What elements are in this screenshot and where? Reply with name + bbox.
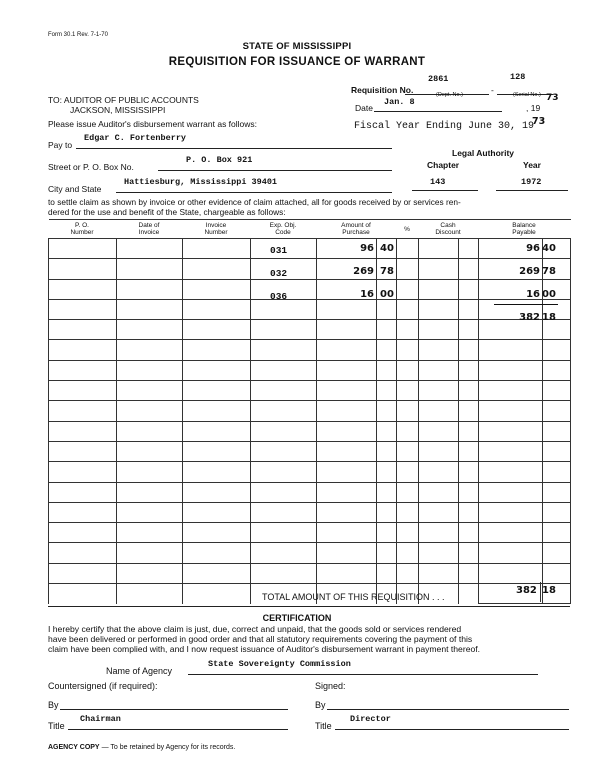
table-cell bbox=[183, 523, 251, 543]
table-cell bbox=[317, 340, 377, 360]
to-line1: TO: AUDITOR OF PUBLIC ACCOUNTS bbox=[48, 95, 199, 105]
table-cell bbox=[459, 340, 479, 360]
table-cell bbox=[317, 401, 377, 421]
table-row bbox=[49, 360, 571, 380]
table-cell bbox=[459, 482, 479, 502]
dash: - bbox=[491, 85, 494, 95]
settle-line2: dered for the use and benefit of the State, chargeable as follows: bbox=[48, 207, 286, 217]
table-cell bbox=[397, 523, 419, 543]
table-cell bbox=[377, 441, 397, 461]
table-cell bbox=[377, 502, 397, 522]
row-balance-cents: 40 bbox=[542, 243, 556, 254]
row-amount-cents: 78 bbox=[380, 266, 394, 277]
table-cell bbox=[543, 340, 571, 360]
table-cell bbox=[377, 340, 397, 360]
table-cell bbox=[377, 381, 397, 401]
table-cell bbox=[183, 299, 251, 319]
fiscal-text: Fiscal Year Ending June 30, 19 bbox=[354, 121, 535, 132]
table-cell bbox=[317, 360, 377, 380]
cert-line3: claim have been complied with, and I now request issuance of Auditor's disbursement warrant in payment thereof. bbox=[48, 644, 481, 654]
date-line bbox=[374, 111, 502, 112]
table-cell bbox=[397, 299, 419, 319]
table-cell bbox=[459, 523, 479, 543]
table-cell bbox=[397, 401, 419, 421]
footer bbox=[48, 744, 235, 751]
table-cell bbox=[317, 482, 377, 502]
table-cell bbox=[397, 563, 419, 583]
table-cell bbox=[317, 543, 377, 563]
table-cell bbox=[397, 340, 419, 360]
date-label: Date bbox=[355, 103, 373, 113]
table-row bbox=[49, 502, 571, 522]
table-cell bbox=[117, 360, 183, 380]
table-cell bbox=[317, 462, 377, 482]
table-cell bbox=[49, 543, 117, 563]
agency-label: Name of Agency bbox=[106, 666, 173, 676]
authority-year-value: 1972 bbox=[521, 177, 542, 187]
table-cell bbox=[117, 279, 183, 299]
table-row bbox=[49, 482, 571, 502]
by-line-left bbox=[60, 709, 288, 710]
title-value-left: Chairman bbox=[80, 714, 121, 724]
serial-caption: (Serial No.) bbox=[513, 92, 541, 98]
table-cell bbox=[251, 502, 317, 522]
table-cell bbox=[419, 543, 459, 563]
table-cell bbox=[543, 543, 571, 563]
table-cell bbox=[49, 401, 117, 421]
table-cell bbox=[419, 523, 459, 543]
table-cell bbox=[397, 462, 419, 482]
dept-number: 2861 bbox=[428, 74, 449, 84]
table-cell bbox=[377, 543, 397, 563]
row-balance-dollars: 269 bbox=[519, 266, 540, 277]
table-cell bbox=[459, 360, 479, 380]
serial-number: 128 bbox=[510, 72, 526, 82]
table-cell bbox=[419, 340, 459, 360]
table-cell bbox=[49, 299, 117, 319]
title-value-right: Director bbox=[350, 714, 391, 724]
footer-bold: AGENCY COPY bbox=[48, 744, 100, 751]
table-cell bbox=[49, 320, 117, 340]
title-label-right: Title bbox=[315, 721, 332, 731]
table-cell bbox=[419, 239, 459, 259]
table-cell bbox=[397, 279, 419, 299]
table-cell bbox=[397, 239, 419, 259]
settle-line1: to settle claim as shown by invoice or other evidence of claim attached, all for goods received by or services ren- bbox=[48, 197, 461, 207]
table-cell bbox=[49, 502, 117, 522]
table-cell bbox=[49, 421, 117, 441]
row-amount-dollars: 16 bbox=[360, 289, 374, 300]
table-cell bbox=[117, 482, 183, 502]
table-cell bbox=[183, 462, 251, 482]
row-amount-dollars: 269 bbox=[353, 266, 374, 277]
table-cell bbox=[419, 421, 459, 441]
table-cell bbox=[183, 279, 251, 299]
table-cell bbox=[419, 259, 459, 279]
table-cell bbox=[183, 401, 251, 421]
table-cell bbox=[479, 441, 543, 461]
table-row bbox=[49, 523, 571, 543]
total-label: TOTAL AMOUNT OF THIS REQUISITION . . . bbox=[262, 592, 445, 602]
table-cell bbox=[543, 462, 571, 482]
table-cell bbox=[479, 523, 543, 543]
row-amount-cents: 00 bbox=[380, 289, 394, 300]
total-cents: 18 bbox=[542, 585, 556, 596]
table-cell bbox=[251, 340, 317, 360]
dept-caption: (Dept. No.) bbox=[436, 92, 463, 98]
table-cell bbox=[419, 320, 459, 340]
table-cell bbox=[117, 543, 183, 563]
table-cell bbox=[49, 441, 117, 461]
chapter-value: 143 bbox=[430, 177, 446, 187]
countersigned-label: Countersigned (if required): bbox=[48, 681, 158, 691]
table-cell bbox=[117, 239, 183, 259]
table-cell bbox=[183, 239, 251, 259]
table-cell bbox=[397, 320, 419, 340]
table-cell bbox=[117, 584, 183, 604]
form-title: REQUISITION FOR ISSUANCE OF WARRANT bbox=[168, 56, 426, 68]
table-cell bbox=[251, 523, 317, 543]
table-cell bbox=[419, 563, 459, 583]
table-cell bbox=[459, 584, 479, 604]
table-cell bbox=[117, 523, 183, 543]
table-cell bbox=[419, 279, 459, 299]
table-cell bbox=[251, 462, 317, 482]
table-cell bbox=[251, 401, 317, 421]
table-cell bbox=[117, 340, 183, 360]
table-cell bbox=[459, 381, 479, 401]
table-row bbox=[49, 462, 571, 482]
table-cell bbox=[397, 360, 419, 380]
table-cell bbox=[49, 462, 117, 482]
table-cell bbox=[459, 502, 479, 522]
table-cell bbox=[117, 441, 183, 461]
table-cell bbox=[117, 563, 183, 583]
table-cell bbox=[543, 502, 571, 522]
table-row bbox=[49, 299, 571, 319]
table-cell bbox=[183, 584, 251, 604]
table-cell bbox=[183, 381, 251, 401]
table-cell bbox=[479, 340, 543, 360]
pay-to-label: Pay to bbox=[48, 140, 73, 150]
table-cell bbox=[543, 441, 571, 461]
table-cell bbox=[479, 462, 543, 482]
claim-table bbox=[48, 219, 571, 604]
row-amount-dollars: 96 bbox=[360, 243, 374, 254]
table-cell bbox=[183, 543, 251, 563]
pay-to-line bbox=[76, 148, 392, 149]
table-cell bbox=[397, 259, 419, 279]
table-cell bbox=[117, 299, 183, 319]
table-cell bbox=[49, 340, 117, 360]
total-cents-divider bbox=[540, 582, 541, 602]
table-cell bbox=[377, 421, 397, 441]
row-balance-cents: 00 bbox=[542, 289, 556, 300]
city-value: Hattiesburg, Mississippi 39401 bbox=[124, 177, 278, 187]
hdr-amount: Amount of Purchase bbox=[341, 222, 371, 236]
table-cell bbox=[397, 502, 419, 522]
table-cell bbox=[377, 360, 397, 380]
table-cell bbox=[377, 401, 397, 421]
row-obj-code: 032 bbox=[270, 268, 288, 279]
table-cell bbox=[543, 563, 571, 583]
hdr-balance: Balance Payable bbox=[512, 222, 536, 236]
subtotal-cents: 18 bbox=[542, 312, 556, 323]
agency-line bbox=[188, 674, 538, 675]
table-cell bbox=[419, 381, 459, 401]
table-cell bbox=[419, 401, 459, 421]
table-cell bbox=[459, 543, 479, 563]
table-cell bbox=[251, 381, 317, 401]
row-obj-code: 031 bbox=[270, 245, 288, 256]
table-cell bbox=[479, 482, 543, 502]
title-label-left: Title bbox=[48, 721, 65, 731]
title-line-left bbox=[68, 729, 288, 730]
authority-year-label: Year bbox=[523, 160, 541, 170]
table-cell bbox=[49, 360, 117, 380]
cert-line2: have been delivered or performed in good order and that all statutory requirements covering the payment of this bbox=[48, 634, 473, 644]
row-obj-code: 036 bbox=[270, 291, 288, 302]
table-cell bbox=[377, 299, 397, 319]
table-cell bbox=[251, 482, 317, 502]
city-label: City and State bbox=[48, 184, 102, 194]
table-row bbox=[49, 401, 571, 421]
hdr-obj-code: Exp. Obj. Code bbox=[269, 222, 297, 236]
state-heading: STATE OF MISSISSIPPI bbox=[242, 41, 352, 52]
table-cell bbox=[459, 299, 479, 319]
table-cell bbox=[49, 279, 117, 299]
cert-heading: CERTIFICATION bbox=[262, 613, 332, 623]
title-line-right bbox=[335, 729, 569, 730]
table-cell bbox=[397, 441, 419, 461]
table-cell bbox=[397, 421, 419, 441]
year-prefix: , 19 bbox=[526, 103, 541, 113]
instruction: Please issue Auditor's disbursement warrant as follows: bbox=[48, 119, 258, 129]
authority-year-line bbox=[496, 190, 568, 191]
table-cell bbox=[49, 381, 117, 401]
fiscal-year: 73 bbox=[532, 116, 546, 127]
table-row bbox=[49, 239, 571, 259]
table-cell bbox=[183, 441, 251, 461]
table-cell bbox=[183, 482, 251, 502]
table-cell bbox=[479, 421, 543, 441]
table-cell bbox=[117, 421, 183, 441]
table-cell bbox=[49, 482, 117, 502]
table-cell bbox=[251, 320, 317, 340]
table-cell bbox=[183, 320, 251, 340]
table-cell bbox=[117, 259, 183, 279]
table-cell bbox=[317, 563, 377, 583]
table-cell bbox=[479, 543, 543, 563]
balance-underline bbox=[494, 304, 558, 305]
table-cell bbox=[49, 523, 117, 543]
to-line2: JACKSON, MISSISSIPPI bbox=[70, 105, 166, 115]
table-cell bbox=[397, 482, 419, 502]
table-row bbox=[49, 381, 571, 401]
row-balance-dollars: 16 bbox=[526, 289, 540, 300]
table-cell bbox=[459, 239, 479, 259]
table-cell bbox=[49, 584, 117, 604]
hdr-pct: % bbox=[404, 226, 410, 233]
table-cell bbox=[479, 563, 543, 583]
table-cell bbox=[419, 299, 459, 319]
table-row bbox=[49, 259, 571, 279]
table-row bbox=[49, 543, 571, 563]
legal-authority-label: Legal Authority bbox=[452, 148, 515, 158]
table-cell bbox=[459, 441, 479, 461]
table-cell bbox=[251, 441, 317, 461]
table-cell bbox=[317, 441, 377, 461]
table-row bbox=[49, 441, 571, 461]
table-cell bbox=[543, 482, 571, 502]
table-cell bbox=[377, 482, 397, 502]
total-divider bbox=[48, 606, 570, 607]
city-line bbox=[116, 192, 392, 193]
table-cell bbox=[479, 401, 543, 421]
table-cell bbox=[377, 523, 397, 543]
table-row bbox=[49, 320, 571, 340]
table-cell bbox=[251, 543, 317, 563]
table-cell bbox=[459, 279, 479, 299]
table-cell bbox=[49, 239, 117, 259]
year-value: 73 bbox=[546, 93, 559, 103]
table-cell bbox=[377, 462, 397, 482]
table-cell bbox=[479, 502, 543, 522]
table-cell bbox=[479, 360, 543, 380]
table-cell bbox=[419, 360, 459, 380]
table-cell bbox=[543, 401, 571, 421]
table-cell bbox=[183, 563, 251, 583]
hdr-date: Date of Invoice bbox=[138, 222, 160, 236]
table-cell bbox=[377, 563, 397, 583]
table-cell bbox=[459, 421, 479, 441]
table-cell bbox=[459, 401, 479, 421]
by-label-left: By bbox=[48, 700, 59, 710]
street-value: P. O. Box 921 bbox=[186, 155, 253, 165]
table-cell bbox=[49, 563, 117, 583]
table-cell bbox=[397, 381, 419, 401]
table-cell bbox=[543, 381, 571, 401]
table-cell bbox=[317, 381, 377, 401]
table-cell bbox=[117, 401, 183, 421]
table-cell bbox=[317, 502, 377, 522]
table-cell bbox=[459, 563, 479, 583]
table-cell bbox=[317, 523, 377, 543]
table-row bbox=[49, 279, 571, 299]
table-cell bbox=[419, 462, 459, 482]
row-balance-cents: 78 bbox=[542, 266, 556, 277]
table-cell bbox=[419, 482, 459, 502]
total-dollars: 382 bbox=[516, 585, 537, 596]
by-line-right bbox=[327, 709, 569, 710]
by-label-right: By bbox=[315, 700, 326, 710]
table-cell bbox=[117, 320, 183, 340]
table-row bbox=[49, 421, 571, 441]
street-line bbox=[158, 170, 392, 171]
table-cell bbox=[117, 462, 183, 482]
table-cell bbox=[183, 259, 251, 279]
table-cell bbox=[49, 259, 117, 279]
row-balance-dollars: 96 bbox=[526, 243, 540, 254]
chapter-line bbox=[412, 190, 478, 191]
row-amount-cents: 40 bbox=[380, 243, 394, 254]
table-cell bbox=[459, 320, 479, 340]
table-cell bbox=[251, 421, 317, 441]
table-cell bbox=[459, 259, 479, 279]
table-cell bbox=[543, 421, 571, 441]
table-cell bbox=[183, 502, 251, 522]
hdr-po: P. O. Number bbox=[70, 222, 94, 236]
hdr-invoice: Invoice Number bbox=[204, 222, 228, 236]
table-row bbox=[49, 563, 571, 583]
hdr-discount: Cash Discount bbox=[435, 222, 461, 236]
requisition-label: Requisition No. bbox=[351, 85, 414, 95]
table-cell bbox=[479, 381, 543, 401]
chapter-label: Chapter bbox=[427, 160, 460, 170]
table-cell bbox=[317, 421, 377, 441]
date-value: Jan. 8 bbox=[384, 97, 415, 107]
table-cell bbox=[419, 502, 459, 522]
footer-text: — To be retained by Agency for its records. bbox=[101, 744, 236, 751]
pay-to-value: Edgar C. Fortenberry bbox=[84, 133, 187, 143]
table-cell bbox=[419, 441, 459, 461]
table-cell bbox=[543, 360, 571, 380]
table-cell bbox=[117, 381, 183, 401]
table-cell bbox=[317, 299, 377, 319]
agency-value: State Sovereignty Commission bbox=[208, 659, 351, 669]
signed-label: Signed: bbox=[315, 681, 346, 691]
table-cell bbox=[183, 421, 251, 441]
table-cell bbox=[251, 360, 317, 380]
table-cell bbox=[317, 320, 377, 340]
street-label: Street or P. O. Box No. bbox=[48, 162, 134, 172]
table-cell bbox=[117, 502, 183, 522]
form-number: Form 30.1 Rev. 7-1-70 bbox=[48, 32, 108, 38]
table-cell bbox=[251, 563, 317, 583]
table-cell bbox=[183, 340, 251, 360]
table-cell bbox=[397, 543, 419, 563]
table-cell bbox=[543, 523, 571, 543]
table-cell bbox=[183, 360, 251, 380]
subtotal-dollars: 382 bbox=[519, 312, 540, 323]
table-cell bbox=[377, 320, 397, 340]
table-cell bbox=[251, 299, 317, 319]
table-row bbox=[49, 340, 571, 360]
cert-line1: I hereby certify that the above claim is just, due, correct and unpaid, that the goods sold or services rendered bbox=[48, 624, 462, 634]
table-cell bbox=[459, 462, 479, 482]
